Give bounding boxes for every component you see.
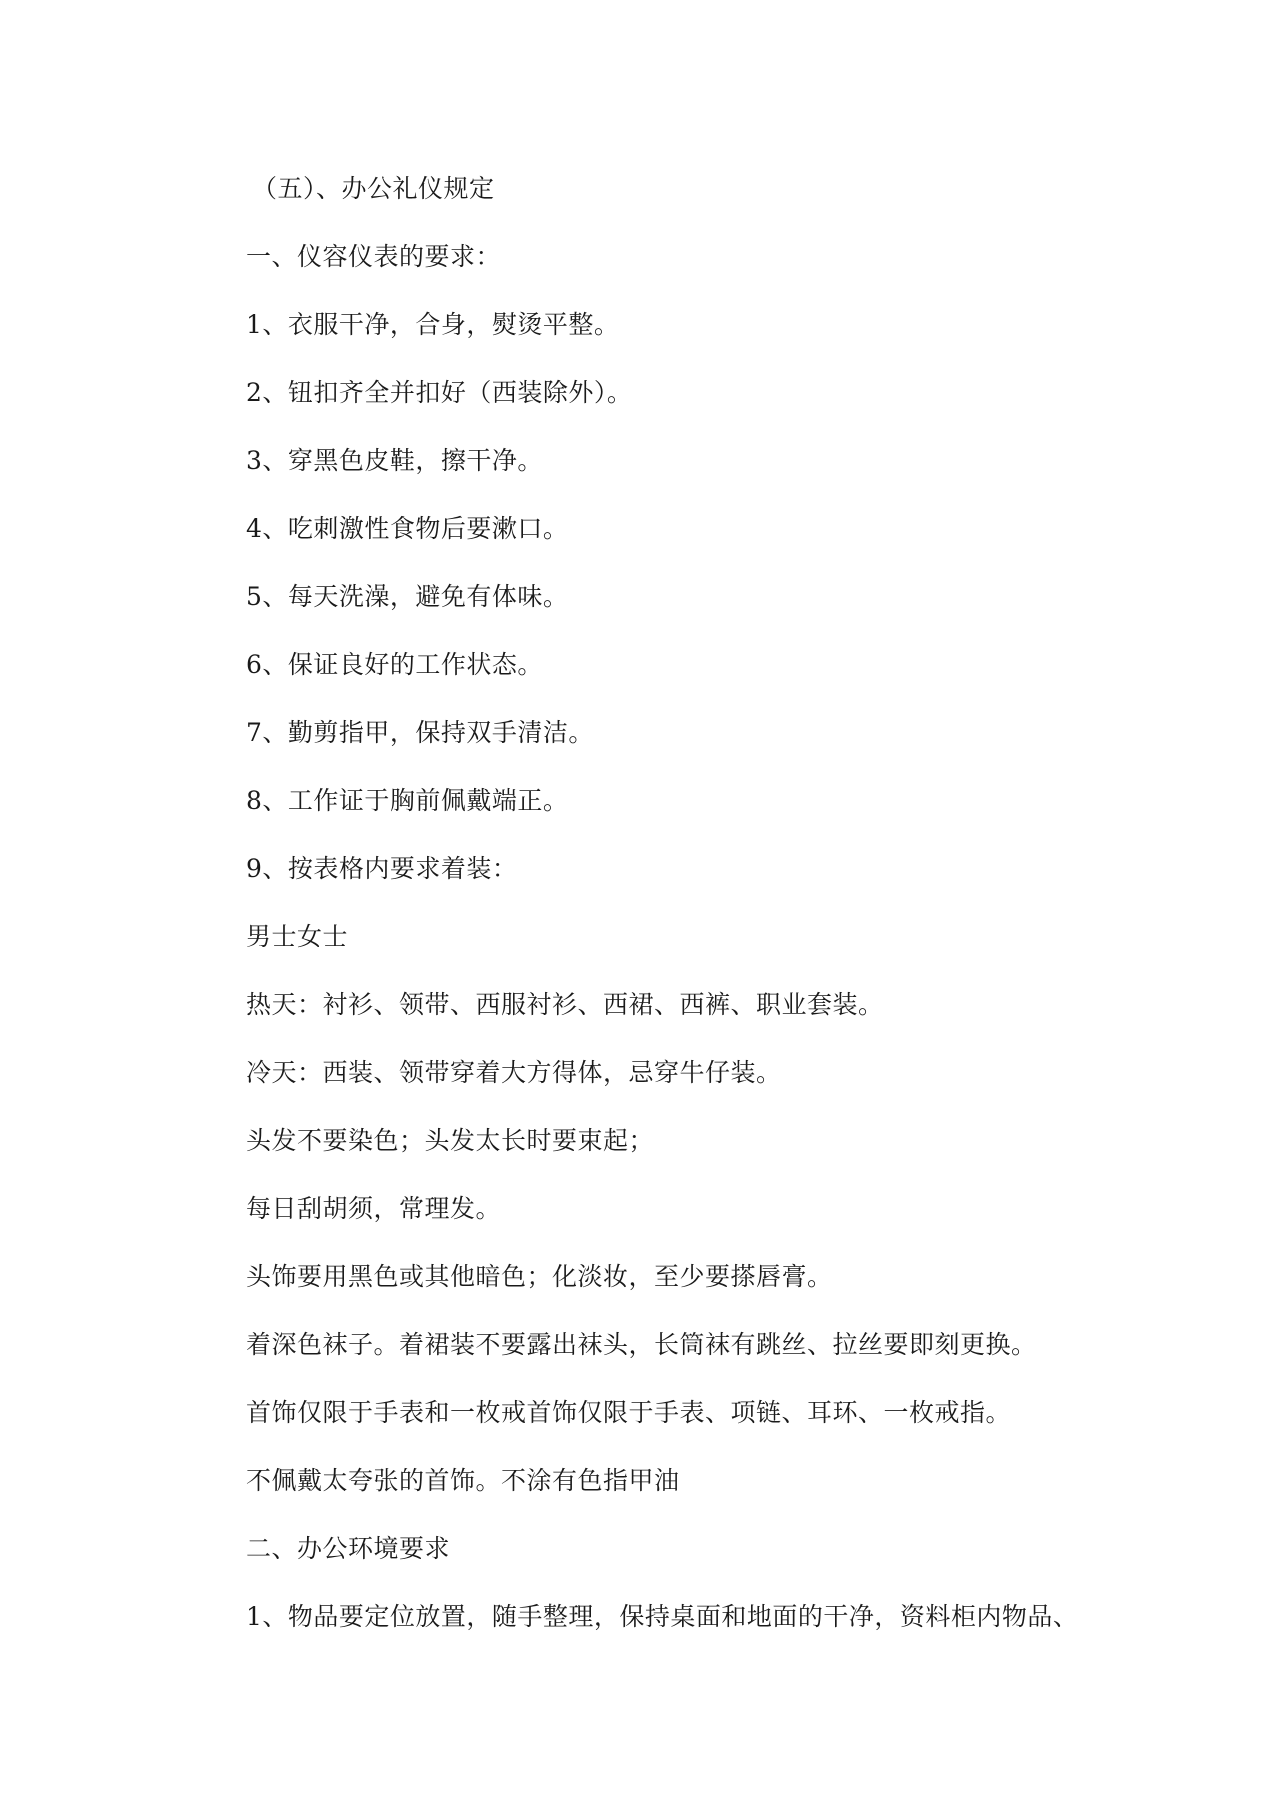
- paragraph: 热天：衬衫、领带、西服衬衫、西裙、西裤、职业套装。: [246, 990, 884, 1019]
- paragraph: 不佩戴太夸张的首饰。不涂有色指甲油: [246, 1466, 680, 1495]
- paragraph: 每日刮胡须，常理发。: [246, 1194, 502, 1223]
- list-item: 4、吃刺激性食物后要漱口。: [246, 514, 569, 543]
- list-item: 8、工作证于胸前佩戴端正。: [246, 786, 569, 815]
- list-item: 3、穿黑色皮鞋，擦干净。: [246, 446, 543, 475]
- paragraph: 冷天：西装、领带穿着大方得体，忌穿牛仔装。: [246, 1058, 782, 1087]
- paragraph: 头发不要染色；头发太长时要束起；: [246, 1126, 655, 1155]
- heading-appearance-requirements: 一、仪容仪表的要求：: [246, 242, 502, 271]
- list-item: 9、按表格内要求着装：: [246, 854, 518, 883]
- section-title: （五）、办公礼仪规定: [252, 174, 495, 203]
- list-item: 1、物品要定位放置，随手整理，保持桌面和地面的干净，资料柜内物品、: [246, 1602, 1079, 1631]
- list-item: 2、钮扣齐全并扣好（西装除外）。: [246, 378, 633, 407]
- paragraph: 头饰要用黑色或其他暗色；化淡妆，至少要搽唇膏。: [246, 1262, 833, 1291]
- list-item: 1、衣服干净，合身，熨烫平整。: [246, 310, 620, 339]
- paragraph: 着深色袜子。着裙装不要露出袜头，长筒袜有跳丝、拉丝要即刻更换。: [246, 1330, 1037, 1359]
- list-item: 5、每天洗澡，避免有体味。: [246, 582, 569, 611]
- list-item: 7、勤剪指甲，保持双手清洁。: [246, 718, 594, 747]
- list-item: 6、保证良好的工作状态。: [246, 650, 543, 679]
- paragraph: 男士女士: [246, 922, 349, 951]
- document-body: [246, 166, 1146, 1662]
- paragraph: 首饰仅限于手表和一枚戒首饰仅限于手表、项链、耳环、一枚戒指。: [246, 1398, 1012, 1427]
- heading-office-environment: 二、办公环境要求: [246, 1534, 451, 1563]
